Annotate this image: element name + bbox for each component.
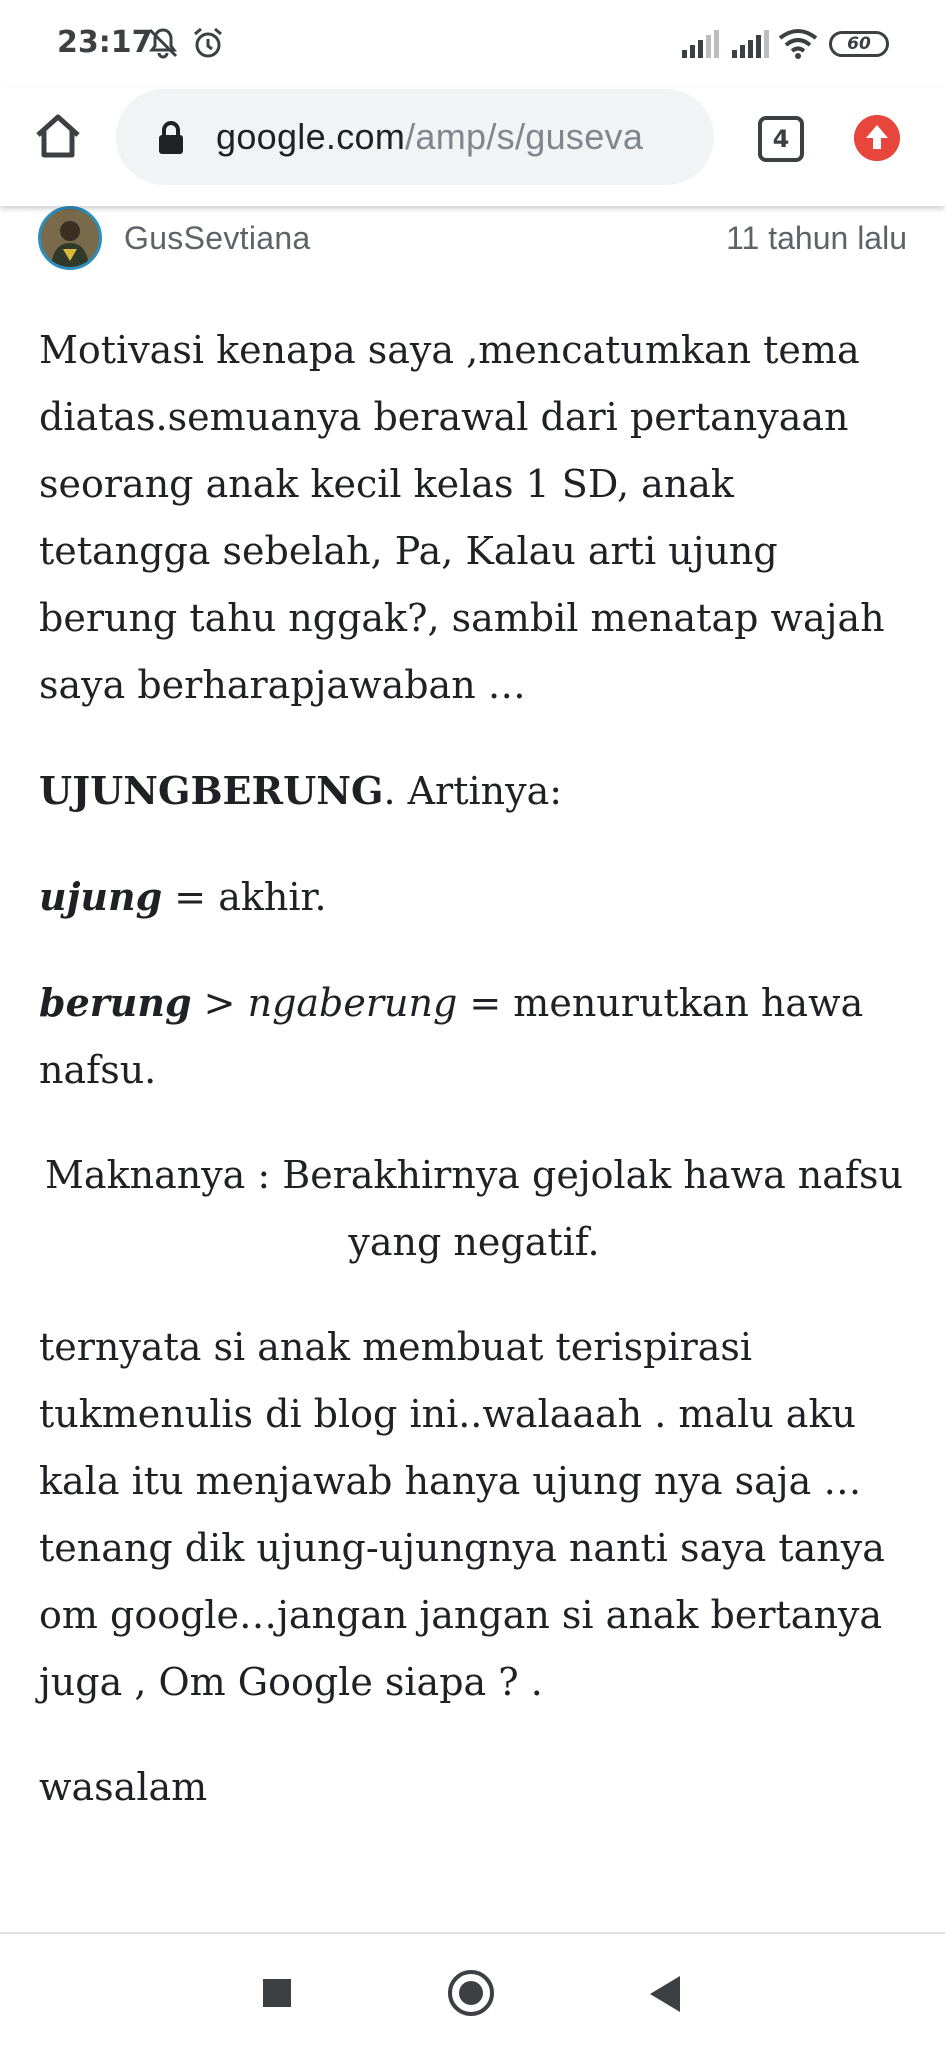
address-bar[interactable]	[116, 89, 714, 185]
browser-toolbar	[0, 88, 945, 206]
paragraph-story: ternyata si anak membuat terispirasi tukmenulis di blog ini..walaaah . malu aku kala itu menjawab hanya ujung nya saja …tenang dik ujung-ujungnya nanti saya tanya om google…jangan jangan si anak bertanya juga , Om Google siapa ? .	[39, 1325, 885, 1704]
url-text[interactable]	[216, 116, 643, 158]
paragraph-heading	[39, 757, 909, 825]
url-domain: google.com	[216, 116, 406, 157]
paragraph-intro: Motivasi kenapa saya ,mencatumkan tema diatas.semuanya berawal dari pertanyaan seorang anak kecil kelas 1 SD, anak tetangga sebelah, Pa, Kalau arti ujung berung tahu nggak?, sambil menatap wajah saya berharapjawaban …	[39, 328, 885, 707]
avatar-image	[41, 209, 99, 267]
home-icon[interactable]	[32, 110, 84, 162]
system-nav-bar	[0, 1932, 945, 2048]
author-name[interactable]: GusSevtiana	[124, 220, 311, 256]
term-berung: berung	[39, 980, 192, 1025]
definition-ujung: = akhir.	[162, 875, 327, 919]
status-time: 23:17	[57, 25, 153, 60]
home-nav-icon[interactable]	[448, 1970, 494, 2016]
back-icon[interactable]	[650, 1976, 680, 2012]
paragraph-meaning: Maknanya : Berakhirnya gejolak hawa nafsu yang negatif.	[45, 1153, 903, 1264]
tab-switcher-button[interactable]: 4	[758, 116, 804, 162]
term-ujungberung: UJUNGBERUNG	[39, 768, 384, 813]
notifications-muted-icon	[146, 26, 180, 60]
status-bar	[0, 0, 945, 88]
paragraph-berung	[39, 969, 909, 1104]
post-time: 11 tahun lalu	[726, 220, 907, 256]
url-path: /amp/s/guseva	[405, 116, 644, 157]
update-icon[interactable]	[854, 115, 900, 161]
heading-rest: . Artinya:	[383, 769, 563, 813]
post-meta	[0, 206, 945, 270]
lock-icon	[156, 121, 186, 155]
recents-icon[interactable]	[263, 1979, 291, 2007]
term-ngaberung: ngaberung	[247, 981, 458, 1025]
definition-berung: = menurutkan hawa nafsu.	[39, 981, 864, 1092]
arrow-text: >	[191, 981, 248, 1025]
alarm-icon	[191, 26, 225, 60]
signal-icon	[680, 30, 720, 58]
avatar[interactable]	[38, 206, 102, 270]
battery-icon: 60	[829, 31, 889, 57]
paragraph-closing: wasalam	[39, 1765, 208, 1809]
article-body	[39, 317, 909, 1859]
term-ujung: ujung	[39, 874, 163, 919]
wifi-icon	[778, 28, 818, 60]
paragraph-ujung	[39, 863, 909, 931]
signal-icon	[730, 30, 770, 58]
